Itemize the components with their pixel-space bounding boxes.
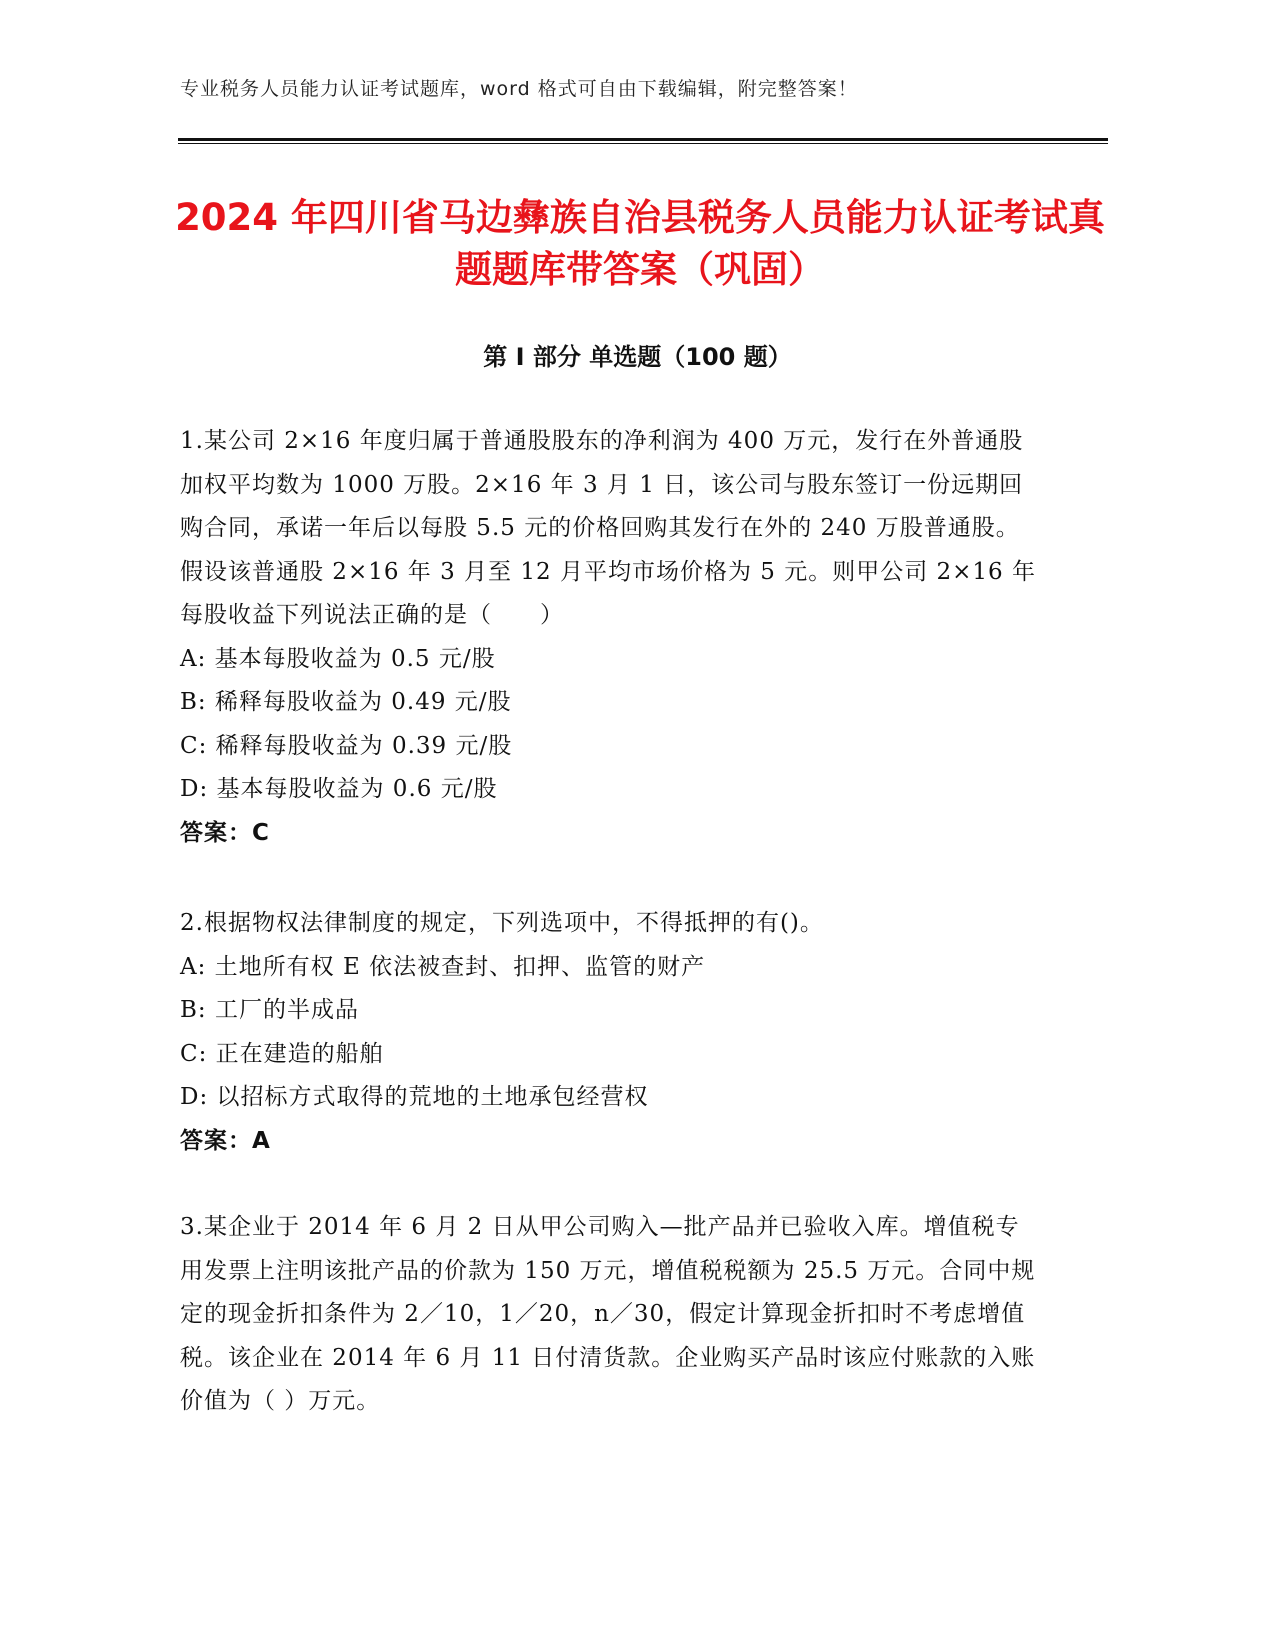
option-b: B: 稀释每股收益为 0.49 元/股 [180,689,512,715]
option-c: C: 正在建造的船舶 [180,1040,384,1067]
answer: 答案：A [180,1127,271,1154]
answer: 答案：C [180,819,270,846]
question-stem: 1.某公司 2×16 年度归属于普通股股东的净利润为 400 万元，发行在外普通股加权平均数为 1000 万股。2×16 年 3 月 1 日，该公司与股东签订一份远期回购合同，承诺一年后以每股 5.5 元的价格回购其发行在外的 240 万股普通股。假设该普通股 2×16 年 3 月至 12 月平均市场价格为 5 元。则甲公司 2×16 年每股收益下列说法正确的是（ ） [180,428,1036,628]
option-b: B: 工厂的半成品 [180,997,359,1023]
section-heading: 第 I 部分 单选题（100 题） [483,343,792,371]
header-note: 专业税务人员能力认证考试题库，word 格式可自由下载编辑，附完整答案！ [180,78,858,100]
question-1 [180,420,1040,855]
question-stem: 3.某企业于 2014 年 6 月 2 日从甲公司购入—批产品并已验收入库。增值税专用发票上注明该批产品的价款为 150 万元，增值税税额为 25.5 万元。合同中规定的现金折扣条件为 2／10，1／20，n／30，假定计算现金折扣时不考虑增值税。该企业在 2014 年 6 月 11 日付清货款。企业购买产品时该应付账款的入账价值为（ ）万元。 [180,1214,1036,1414]
document-title: 2024 年四川省马边彝族自治县税务人员能力认证考试真题题库带答案（巩固） [175,196,1105,291]
option-a: A: 土地所有权 E 依法被查封、扣押、监管的财产 [180,953,706,980]
option-d: D: 基本每股收益为 0.6 元/股 [180,776,498,802]
question-3 [180,1206,1040,1424]
header-divider-thin [178,143,1108,144]
option-a: A: 基本每股收益为 0.5 元/股 [180,645,496,672]
header-divider-thick [178,138,1108,141]
option-d: D: 以招标方式取得的荒地的土地承包经营权 [180,1084,649,1110]
question-stem: 2.根据物权法律制度的规定，下列选项中，不得抵押的有()。 [180,910,824,936]
option-c: C: 稀释每股收益为 0.39 元/股 [180,732,513,759]
question-2 [180,902,1040,1163]
